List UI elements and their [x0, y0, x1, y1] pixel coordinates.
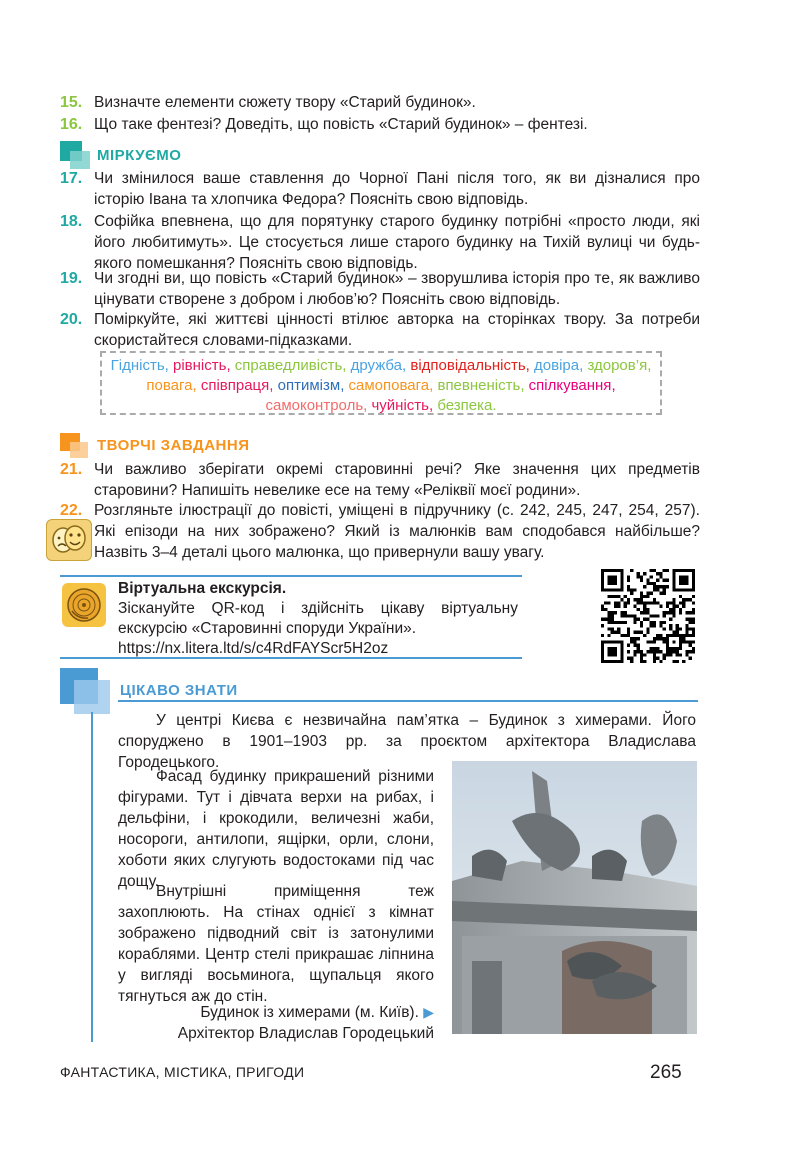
hint-word: самоповага [348, 377, 430, 394]
hint-word: справедливість [234, 357, 343, 374]
hint-word: чуйність [371, 397, 429, 414]
hint-word: довіра [534, 357, 580, 374]
hint-word: здоров’я [587, 357, 648, 374]
caption-line-2: Архітектор Владислав Городецький [177, 1025, 434, 1042]
hint-word-separator: , [192, 377, 201, 394]
think-section-icon [60, 141, 90, 169]
page-number: 265 [650, 1062, 682, 1083]
hint-word-separator: , [402, 357, 411, 374]
fact-title-rule [118, 700, 698, 702]
fact-left-rule [91, 712, 93, 1042]
hint-word-separator: , [428, 397, 438, 414]
hint-word-separator: , [647, 357, 652, 374]
qr-code[interactable] [601, 569, 695, 663]
theatre-masks-icon [46, 519, 92, 561]
question-text: Чи згодні ви, що повість «Старий будинок» – зворушлива історія про те, як важливо цінувати створене з добром і любов’ю? Поясніть свою відповідь. [94, 270, 700, 308]
question-22 [60, 500, 700, 563]
hint-word-separator: . [492, 397, 497, 414]
virtual-url[interactable]: https://nx.litera.ltd/s/c4RdFAYScr5H2oz [118, 640, 389, 657]
virtual-excursion-text [118, 579, 518, 659]
question-17 [60, 168, 700, 210]
hint-word-separator: , [226, 357, 235, 374]
hint-word: рівність [172, 357, 227, 374]
question-text: Чи змінилося ваше ставлення до Чорної Пані після того, як ви дізналися про історію Івана та хлопчика Федора? Поясніть свою відповідь. [94, 170, 700, 208]
section-title-fact: ЦІКАВО ЗНАТИ [120, 682, 238, 699]
hint-word-separator: , [164, 357, 173, 374]
question-number: 21. [60, 461, 83, 478]
caption-line-1: Будинок із химерами (м. Київ). [200, 1004, 419, 1021]
audio-disc-icon [62, 583, 106, 627]
hint-word-separator: , [342, 357, 351, 374]
question-text: Розгляньте ілюстрації до повісті, уміщені в підручнику (с. 242, 245, 247, 254, 257). Які епізоди на них зображено? Який із малюнків вам сподобався найбільше? Назвіть 3–4 деталі цього малюнка, що привернули вашу увагу. [94, 502, 700, 561]
hint-word-separator: , [269, 377, 278, 394]
question-19 [60, 268, 700, 310]
question-text: Софійка впевнена, що для порятунку старого будинку потрібні «просто люди, які його любитимуть». Це стосується лише старого будинку на Тихій вулиці чи будь-якого помешкання? Поясніть свою відповідь. [94, 213, 700, 272]
question-15 [60, 92, 700, 113]
question-number: 15. [60, 94, 83, 111]
fact-paragraph-1: У центрі Києва є незвичайна пам’ятка – Будинок з химерами. Його споруджено в 1901–1903 рр. за проєктом архітектора Владислава Городецького. [118, 712, 696, 771]
hint-word: впевненість [437, 377, 521, 394]
hint-word-separator: , [525, 357, 534, 374]
hint-word: безпека [437, 397, 493, 414]
virtual-title: Віртуальна екскурсія. [118, 580, 287, 597]
question-text: Що таке фентезі? Доведіть, що повість «Старий будинок» – фентезі. [94, 116, 588, 133]
hint-word-separator: , [429, 377, 438, 394]
question-18 [60, 211, 700, 274]
virtual-top-rule [60, 575, 522, 577]
section-title-think: МІРКУЄМО [97, 147, 182, 164]
caption-arrow-icon: ▶ [423, 1004, 434, 1020]
question-text: Чи важливо зберігати окремі старовинні речі? Яке значення цих предметів старовини? Напишіть невелике есе на тему «Реліквії моєї родини». [94, 461, 700, 499]
hint-word: повага [146, 377, 193, 394]
footer-section-title: ФАНТАСТИКА, МІСТИКА, ПРИГОДИ [60, 1064, 305, 1080]
creative-section-icon [60, 433, 90, 459]
question-text: Визначте елементи сюжету твору «Старий будинок». [94, 94, 476, 111]
question-21 [60, 459, 700, 501]
question-number: 22. [60, 502, 83, 519]
fact-section-icon [60, 668, 110, 714]
hint-word: співпраця [200, 377, 270, 394]
section-title-creative: ТВОРЧІ ЗАВДАННЯ [97, 437, 250, 454]
question-text: Поміркуйте, які життєві цінності втілює авторка на сторінках твору. За потреби скористайтеся словами-підказками. [94, 311, 700, 349]
house-with-chimeras-photo [452, 761, 697, 1034]
photo-caption [118, 1002, 434, 1044]
question-number: 19. [60, 270, 83, 287]
virtual-body: Зіскануйте QR-код і здійсніть цікаву віртуальну екскурсію «Старовинні споруди України». [118, 600, 518, 637]
question-number: 16. [60, 116, 83, 133]
question-20 [60, 309, 700, 351]
hint-word: самоконтроль [265, 397, 364, 414]
hint-word-separator: , [520, 377, 529, 394]
hint-word-separator: , [579, 357, 588, 374]
hint-word: оптимізм [277, 377, 341, 394]
hint-word-separator: , [340, 377, 349, 394]
fact-paragraph-2: Фасад будинку прикрашений різними фігурами. Тут і дівчата верхи на рибах, і дельфіни, і крокодили, величезні жаби, носороги, антилопи, ящірки, орли, слони, хоботи яких слугують водостоками під час дощу. [118, 768, 434, 890]
hint-word-separator: , [611, 377, 616, 394]
hint-word-separator: , [363, 397, 372, 414]
question-number: 17. [60, 170, 83, 187]
question-16 [60, 114, 700, 135]
question-number: 18. [60, 213, 83, 230]
hint-word: Гідність [110, 357, 165, 374]
hint-word: відповідальність [410, 357, 526, 374]
question-number: 20. [60, 311, 83, 328]
hint-word: спілкування [528, 377, 612, 394]
fact-paragraph-3: Внутрішні приміщення теж захоплюють. На стінах однієї з кімнат зображено підводний світ із затонулими кораблями. Центр стелі прикрашає ліпнина у вигляді восьминога, щупальця якого тягнуться аж до стін. [118, 883, 434, 1005]
hint-word: дружба [350, 357, 403, 374]
hint-words-box [100, 351, 662, 415]
